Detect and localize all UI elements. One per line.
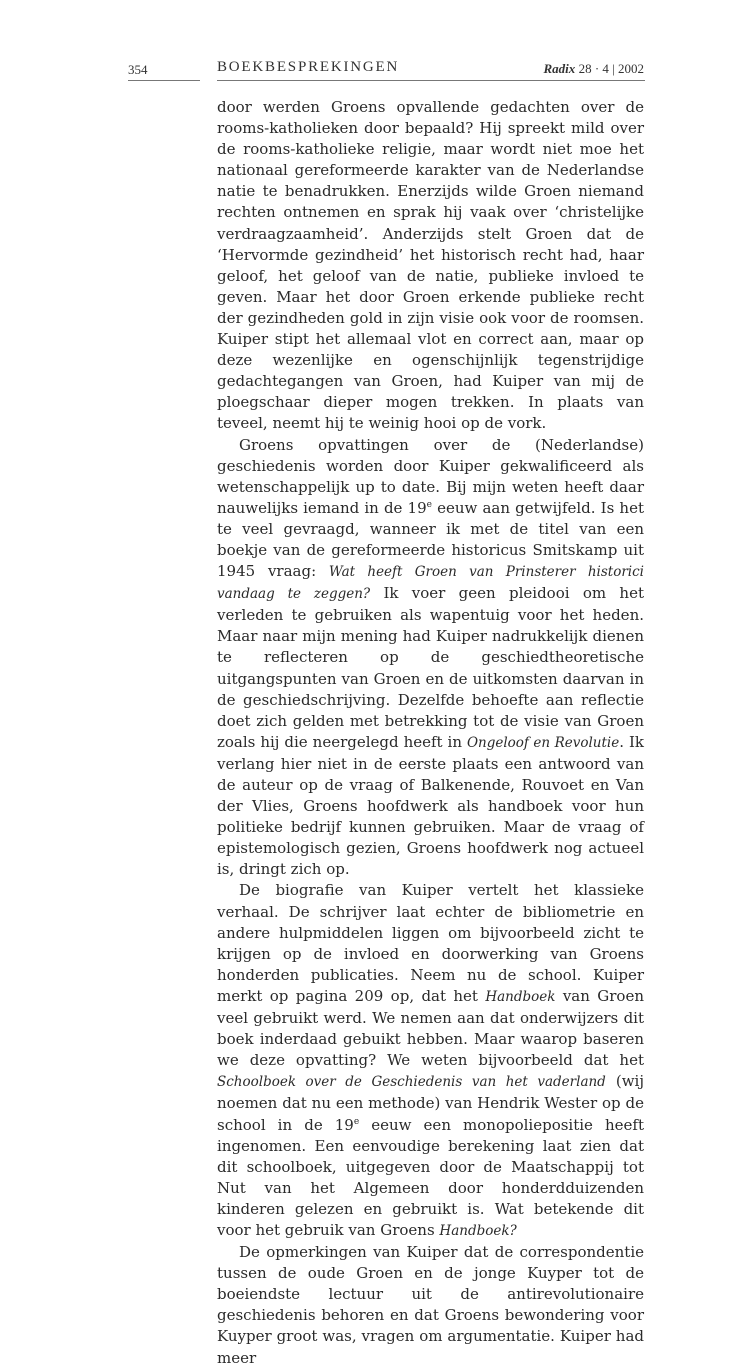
paragraph-3-text-b: van Groen veel gebruikt werd. We nemen aan dat onderwijzers dit boek inderdaad gebuikt hebben. Maar waarop baseren we deze opvatting? We weten bijvoorbeeld dat het	[217, 986, 644, 1070]
paragraph-3-text-a: De biografie van Kuiper vertelt het klassieke verhaal. De schrijver laat echter de bibliometrie en andere hulpmiddelen liggen om bijvoorbeeld zicht te krijgen op de invloed en doorwerking van Groens honderden publicaties. Neem nu de school. Kuiper merkt op pagina 209 op, dat het	[217, 881, 644, 1005]
book-title-ongeloof: Ongeloof en Revolutie	[466, 734, 620, 751]
superscript-e: e	[353, 1116, 360, 1127]
paragraph-1	[217, 97, 644, 435]
paragraph-2	[217, 435, 644, 881]
book-title-handboek: Handboek	[485, 988, 556, 1005]
journal-name: Radix	[543, 61, 576, 76]
article-body	[217, 97, 644, 1369]
journal-issue: 28 · 4 | 2002	[578, 61, 644, 76]
journal-reference	[544, 61, 644, 77]
paragraph-4-text: De opmerkingen van Kuiper dat de correspondentie tussen de oude Groen en de jonge Kuyper tot de boeiendste lectuur uit de antirevolutionaire geschiedenis behoren en dat Groens bewondering voor Kuyper groot was, vragen om argumentatie. Kuiper had meer	[217, 1243, 644, 1367]
paragraph-2-text-d: . Ik verlang hier niet in de eerste plaats een antwoord van de auteur op de vraag of Balkenende, Rouvoet en Van der Vlies, Groens hoofdwerk als handboek voor hun politieke bedrijf kunnen gebruiken. Maar de vraag of epistemologisch gezien, Groens hoofdwerk nog actueel is, dringt zich op.	[217, 732, 644, 879]
paragraph-3-text-c: (wij noemen dat nu een methode) van Hendrik Wester op de school in de 19	[217, 1072, 644, 1134]
header-rule-right	[217, 80, 645, 81]
paragraph-2-text-c: Ik voer geen pleidooi om het verleden te gebruiken als wapentuig voor het heden. Maar naar mijn mening had Kuiper nadrukkelijk dienen te reflecteren op de geschiedtheoretische uitgangspunten van Groen en de uitkomsten daarvan in de geschiedschrijving. Dezelfde behoefte aan reflectie doet zich gelden met betrekking tot de visie van Groen zoals hij die neergelegd heeft in	[217, 584, 644, 751]
paragraph-1-text: door werden Groens opvallende gedachten over de rooms-katholieken door bepaald? Hij spreekt mild over de rooms-katholieke religie, maar wordt niet moe het nationaal gereformeerde karakter van de Nederlandse natie te benadrukken. Enerzijds wilde Groen niemand rechten ontnemen en sprak hij vaak over ‘christelijke verdraagzaamheid’. Anderzijds stelt Groen dat de ‘Hervormde gezindheid’ het historisch recht had, haar geloof, het geloof van de natie, publieke invloed te geven. Maar het door Groen erkende publieke recht der gezindheden gold in zijn visie ook voor de roomsen. Kuiper stipt het allemaal vlot en correct aan, maar op deze wezenlijke en ogenschijnlijk tegenstrijdige gedachtegangen van Groen, had Kuiper van mij de ploegschaar dieper mogen trekken. In plaats van teveel, neemt hij te weinig hooi op de vork.	[217, 98, 644, 433]
paragraph-3	[217, 880, 644, 1242]
book-title-schoolboek: Schoolboek over de Geschiedenis van het vaderland	[217, 1074, 606, 1091]
header-rule-left	[128, 80, 200, 81]
paragraph-3-text-d: eeuw een monopoliepositie heeft ingenomen. Een eenvoudige berekening laat zien dat dit schoolboek, uitgegeven door de Maatschappij tot Nut van het Algemeen door honderdduizenden kinderen gelezen en gebruikt is. Wat betekende dit voor het gebruik van Groens	[217, 1115, 644, 1239]
book-title-smitskamp: Wat heeft Groen van Prinsterer historici vandaag te zeggen?	[217, 564, 644, 603]
paragraph-2-text-a: Groens opvattingen over de (Nederlandse) geschiedenis worden door Kuiper gekwalificeerd als wetenschappelijk up to date. Bij mijn weten heeft daar nauwelijks iemand in de 19	[217, 435, 644, 517]
book-title-handboek-2: Handboek?	[439, 1222, 517, 1239]
page-number: 354	[128, 62, 148, 77]
section-title: BOEKBESPREKINGEN	[217, 59, 400, 75]
paragraph-4	[217, 1242, 644, 1369]
superscript-e: e	[426, 499, 432, 510]
paragraph-2-text-b: eeuw aan getwijfeld. Is het te veel gevraagd, wanneer ik met de titel van een boekje van de gereformeerde historicus Smitskamp uit 1945 vraag:	[217, 498, 644, 581]
